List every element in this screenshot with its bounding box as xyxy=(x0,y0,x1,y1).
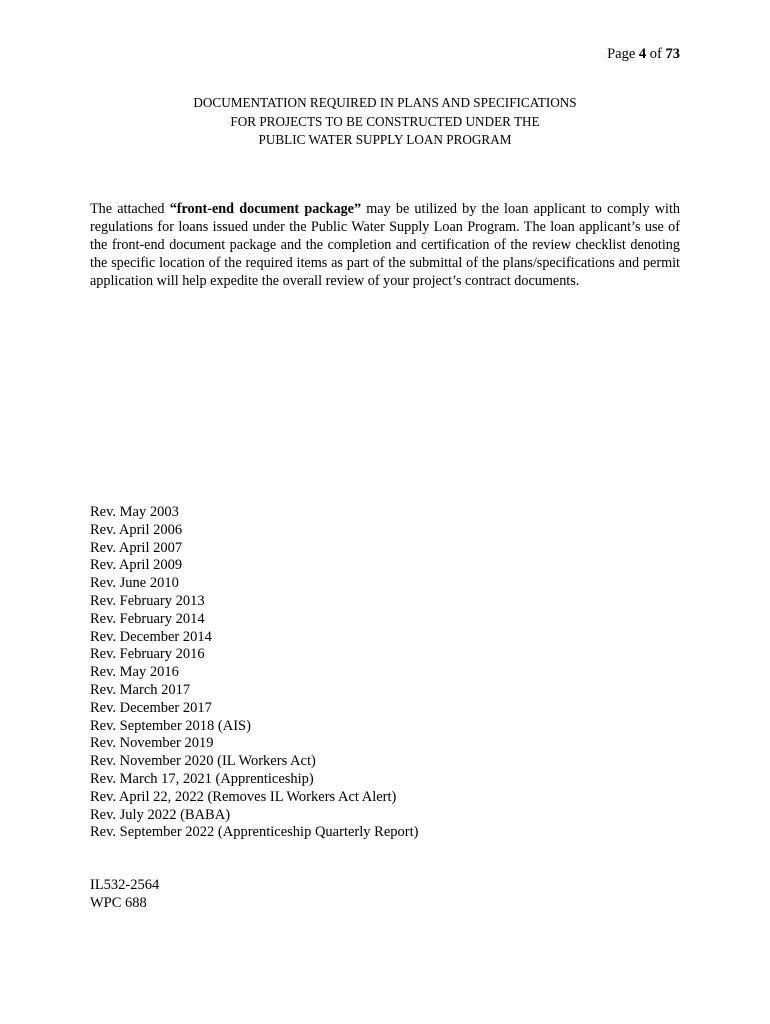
revision-item: Rev. December 2014 xyxy=(90,628,212,645)
revision-item: Rev. November 2019 xyxy=(90,735,214,752)
revision-item: Rev. April 2006 xyxy=(90,521,183,538)
form-code-il: IL532-2564 xyxy=(90,877,160,893)
revision-item: Rev. February 2014 xyxy=(90,610,205,627)
revision-list xyxy=(90,504,418,842)
intro-bold-phrase: “front-end document package” xyxy=(169,201,362,217)
revision-item: Rev. March 17, 2021 (Apprenticeship) xyxy=(90,770,314,787)
intro-text-end: may be utilized by the loan applicant to comply with regulations for loans issued under the Public Water Supply Loan Program. The loan applicant’s use of the front-end document package and the completion and certification of the review checklist denoting the specific location of the required items as part of the submittal of the plans/specifications and permit application will help expedite the overall review of your project’s contract documents. xyxy=(90,201,680,290)
revision-item: Rev. September 2022 (Apprenticeship Quarterly Report) xyxy=(90,824,419,841)
revision-item: Rev. July 2022 (BABA) xyxy=(90,806,231,823)
form-codes xyxy=(90,877,159,913)
revision-item: Rev. February 2013 xyxy=(90,592,205,609)
title-line-3: PUBLIC WATER SUPPLY LOAN PROGRAM xyxy=(258,132,512,147)
revision-item: Rev. April 2009 xyxy=(90,557,183,574)
form-code-wpc: WPC 688 xyxy=(90,894,147,911)
intro-text-start: The attached xyxy=(90,201,170,217)
revision-item: Rev. May 2016 xyxy=(90,664,179,681)
revision-item: Rev. November 2020 (IL Workers Act) xyxy=(90,753,316,770)
revision-item: Rev. February 2016 xyxy=(90,646,205,663)
document-title xyxy=(0,94,770,150)
revision-item: Rev. May 2003 xyxy=(90,504,179,520)
page-current: 4 xyxy=(638,46,647,62)
page-number xyxy=(607,46,680,63)
page-total: 73 xyxy=(665,46,680,62)
page-of: of xyxy=(646,46,666,62)
revision-item: Rev. September 2018 (AIS) xyxy=(90,717,251,734)
revision-item: Rev. June 2010 xyxy=(90,575,179,592)
title-line-2: FOR PROJECTS TO BE CONSTRUCTED UNDER THE xyxy=(230,113,540,129)
revision-item: Rev. March 2017 xyxy=(90,681,191,698)
intro-paragraph xyxy=(90,200,680,290)
page-prefix: Page xyxy=(607,46,639,62)
revision-item: Rev. April 22, 2022 (Removes IL Workers Act Alert) xyxy=(90,788,397,805)
revision-item: Rev. April 2007 xyxy=(90,539,183,556)
title-line-1: DOCUMENTATION REQUIRED IN PLANS AND SPECIFICATIONS xyxy=(193,95,577,110)
revision-item: Rev. December 2017 xyxy=(90,699,212,716)
